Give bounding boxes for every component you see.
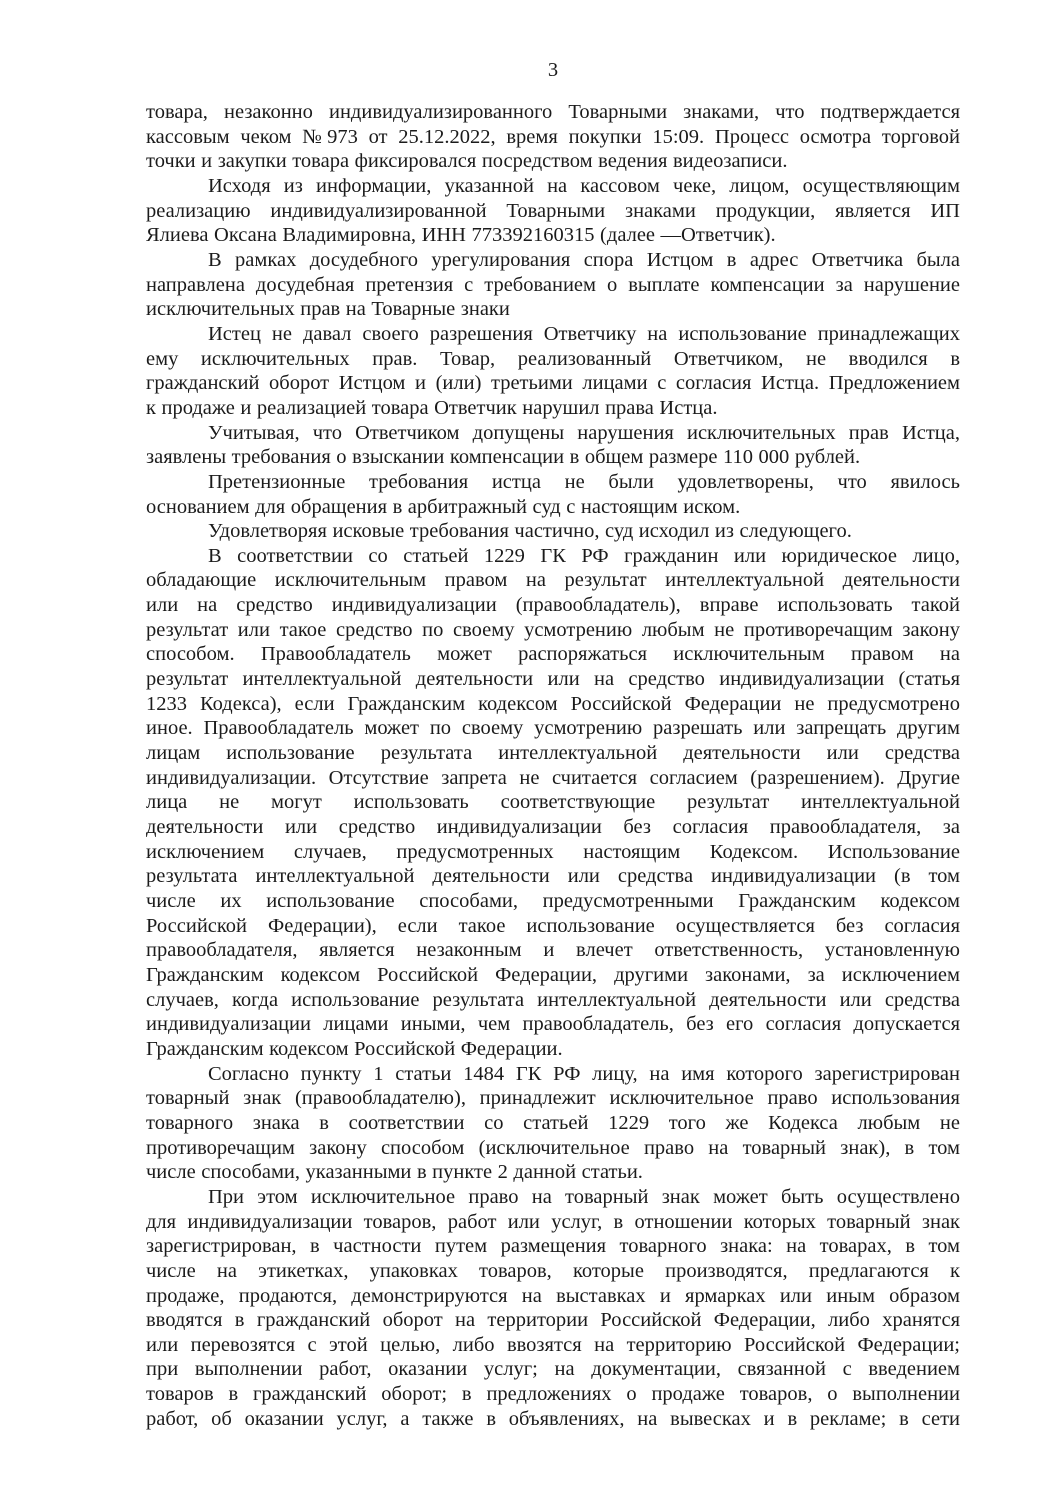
text-line: продаже, продаются, демонстрируются на выставках и ярмарках или иным образом (146, 1284, 960, 1307)
text-line: кассовым чеком №973 от 25.12.2022, время покупки 15:09. Процесс осмотра торговой (146, 125, 960, 148)
text-line: или перевозятся с этой целью, либо ввозятся на территорию Российской Федерации; (146, 1333, 960, 1356)
text-line: или на средство индивидуализации (правообладатель), вправе использовать такой (146, 594, 960, 617)
text-line: реализацию индивидуализированной Товарными знаками продукции, является ИП (146, 199, 960, 222)
text-line: числе их использование способами, предусмотренными Гражданским кодексом (146, 890, 960, 912)
text-line: Ялиева Оксана Владимировна, ИНН 773392160315 (далее —Ответчик). (146, 224, 776, 247)
text-line: В рамках досудебного урегулирования спора Истцом в адрес Ответчика была (208, 248, 960, 271)
paragraph (146, 322, 960, 421)
text-line: обладающие исключительным правом на результат интеллектуальной деятельности (146, 569, 960, 592)
text-line: направлена досудебная претензия с требованием о выплате компенсации за нарушение (146, 273, 960, 296)
text-line: числе на этикетках, упаковках товаров, которые производятся, предлагаются к (146, 1259, 960, 1282)
text-line: Гражданским кодексом Российской Федерации, другими законами, за исключением (146, 963, 960, 986)
text-line: правообладателя, является незаконным и влечет ответственность, установленную (146, 939, 960, 962)
text-line: при выполнении работ, оказании услуг; на документации, связанной с введением (146, 1358, 960, 1381)
text-line: 1233 Кодекса), если Гражданским кодексом Российской Федерации не предусмотрено (146, 692, 960, 715)
text-line: работ, об оказании услуг, а также в объявлениях, на вывесках и в рекламе; в сети (146, 1407, 960, 1430)
text-line: гражданский оборот Истцом и (или) третьими лицами с согласия Истца. Предложением (146, 372, 960, 395)
page-number: 3 (547, 59, 559, 81)
text-line: Удовлетворяя исковые требования частично, суд исходил из следующего. (208, 520, 852, 543)
text-line: основанием для обращения в арбитражный суд с настоящим иском. (146, 495, 741, 518)
text-line: исключительных прав на Товарные знаки (146, 298, 510, 321)
paragraph (146, 174, 960, 248)
text-line: Претензионные требования истца не были удовлетворены, что явилось (208, 470, 960, 493)
text-line: способом. Правообладатель может распоряжаться исключительным правом на (146, 643, 960, 666)
text-line: случаев, когда использование результата интеллектуальной деятельности или средства (146, 988, 960, 1011)
text-line: результат интеллектуальной деятельности или на средство индивидуализации (статья (146, 668, 960, 691)
text-line: Гражданским кодексом Российской Федерации. (146, 1037, 563, 1060)
text-line: При этом исключительное право на товарный знак может быть осуществлено (208, 1185, 960, 1208)
text-line: вводятся в гражданский оборот на территории Российской Федерации, либо хранятся (146, 1309, 960, 1332)
text-line: ему исключительных прав. Товар, реализованный Ответчиком, не вводился в (146, 347, 960, 370)
text-line: зарегистрирован, в частности путем размещения товарного знака: на товарах, в том (146, 1235, 960, 1258)
text-line: товарный знак (правообладателю), принадлежит исключительное право использования (146, 1087, 960, 1110)
text-line: к продаже и реализацией товара Ответчик нарушил права Истца. (146, 396, 718, 419)
text-line: товарного знака в соответствии со статьей 1229 того же Кодекса любым не (146, 1111, 960, 1134)
text-line: заявлены требования о взыскании компенсации в общем размере 110 000 рублей. (146, 446, 861, 469)
text-line: Истец не давал своего разрешения Ответчику на использование принадлежащих (208, 322, 960, 345)
paragraph (146, 519, 960, 544)
text-line: иное. Правообладатель может по своему усмотрению разрешать или запрещать другим (146, 717, 960, 740)
text-line: лицам использование результата интеллектуальной деятельности или средства (146, 742, 960, 765)
text-line: Российской Федерации), если такое использование осуществляется без согласия (146, 914, 960, 937)
text-line: товаров в гражданский оборот; в предложениях о продаже товаров, о выполнении (146, 1383, 960, 1406)
paragraph (146, 1185, 960, 1432)
text-line: результата интеллектуальной деятельности или средства индивидуализации (в том (146, 865, 960, 888)
text-line: Исходя из информации, указанной на кассовом чеке, лицом, осуществляющим (208, 174, 960, 197)
text-line: индивидуализации лицами иными, чем правообладатель, без его согласия допускается (146, 1013, 960, 1036)
paragraph (146, 470, 960, 519)
paragraph (146, 248, 960, 322)
document-body (146, 100, 960, 1431)
text-line: противоречащим закону способом (исключительное право на товарный знак), в том (146, 1136, 960, 1159)
text-line: Согласно пункту 1 статьи 1484 ГК РФ лицу, на имя которого зарегистрирован (208, 1062, 960, 1085)
text-line: товара, незаконно индивидуализированного Товарными знаками, что подтверждается (146, 101, 960, 123)
text-line: исключением случаев, предусмотренных настоящим Кодексом. Использование (146, 840, 960, 863)
text-line: результат или такое средство по своему усмотрению любым не противоречащим закону (146, 618, 960, 641)
text-line: деятельности или средство индивидуализации без согласия правообладателя, за (146, 816, 960, 839)
text-line: точки и закупки товара фиксировался посредством ведения видеозаписи. (146, 150, 788, 173)
text-line: Учитывая, что Ответчиком допущены нарушения исключительных прав Истца, (208, 421, 960, 444)
text-line: индивидуализации. Отсутствие запрета не считается согласием (разрешением). Другие (146, 766, 960, 789)
paragraph (146, 421, 960, 470)
text-line: числе способами, указанными в пункте 2 данной статьи. (146, 1161, 643, 1184)
paragraph (146, 100, 960, 174)
paragraph (146, 1062, 960, 1185)
text-line: лица не могут использовать соответствующие результат интеллектуальной (146, 791, 960, 814)
text-line: В соответствии со статьей 1229 ГК РФ гражданин или юридическое лицо, (208, 544, 960, 567)
paragraph (146, 544, 960, 1062)
text-line: для индивидуализации товаров, работ или услуг, в отношении которых товарный знак (146, 1210, 960, 1233)
